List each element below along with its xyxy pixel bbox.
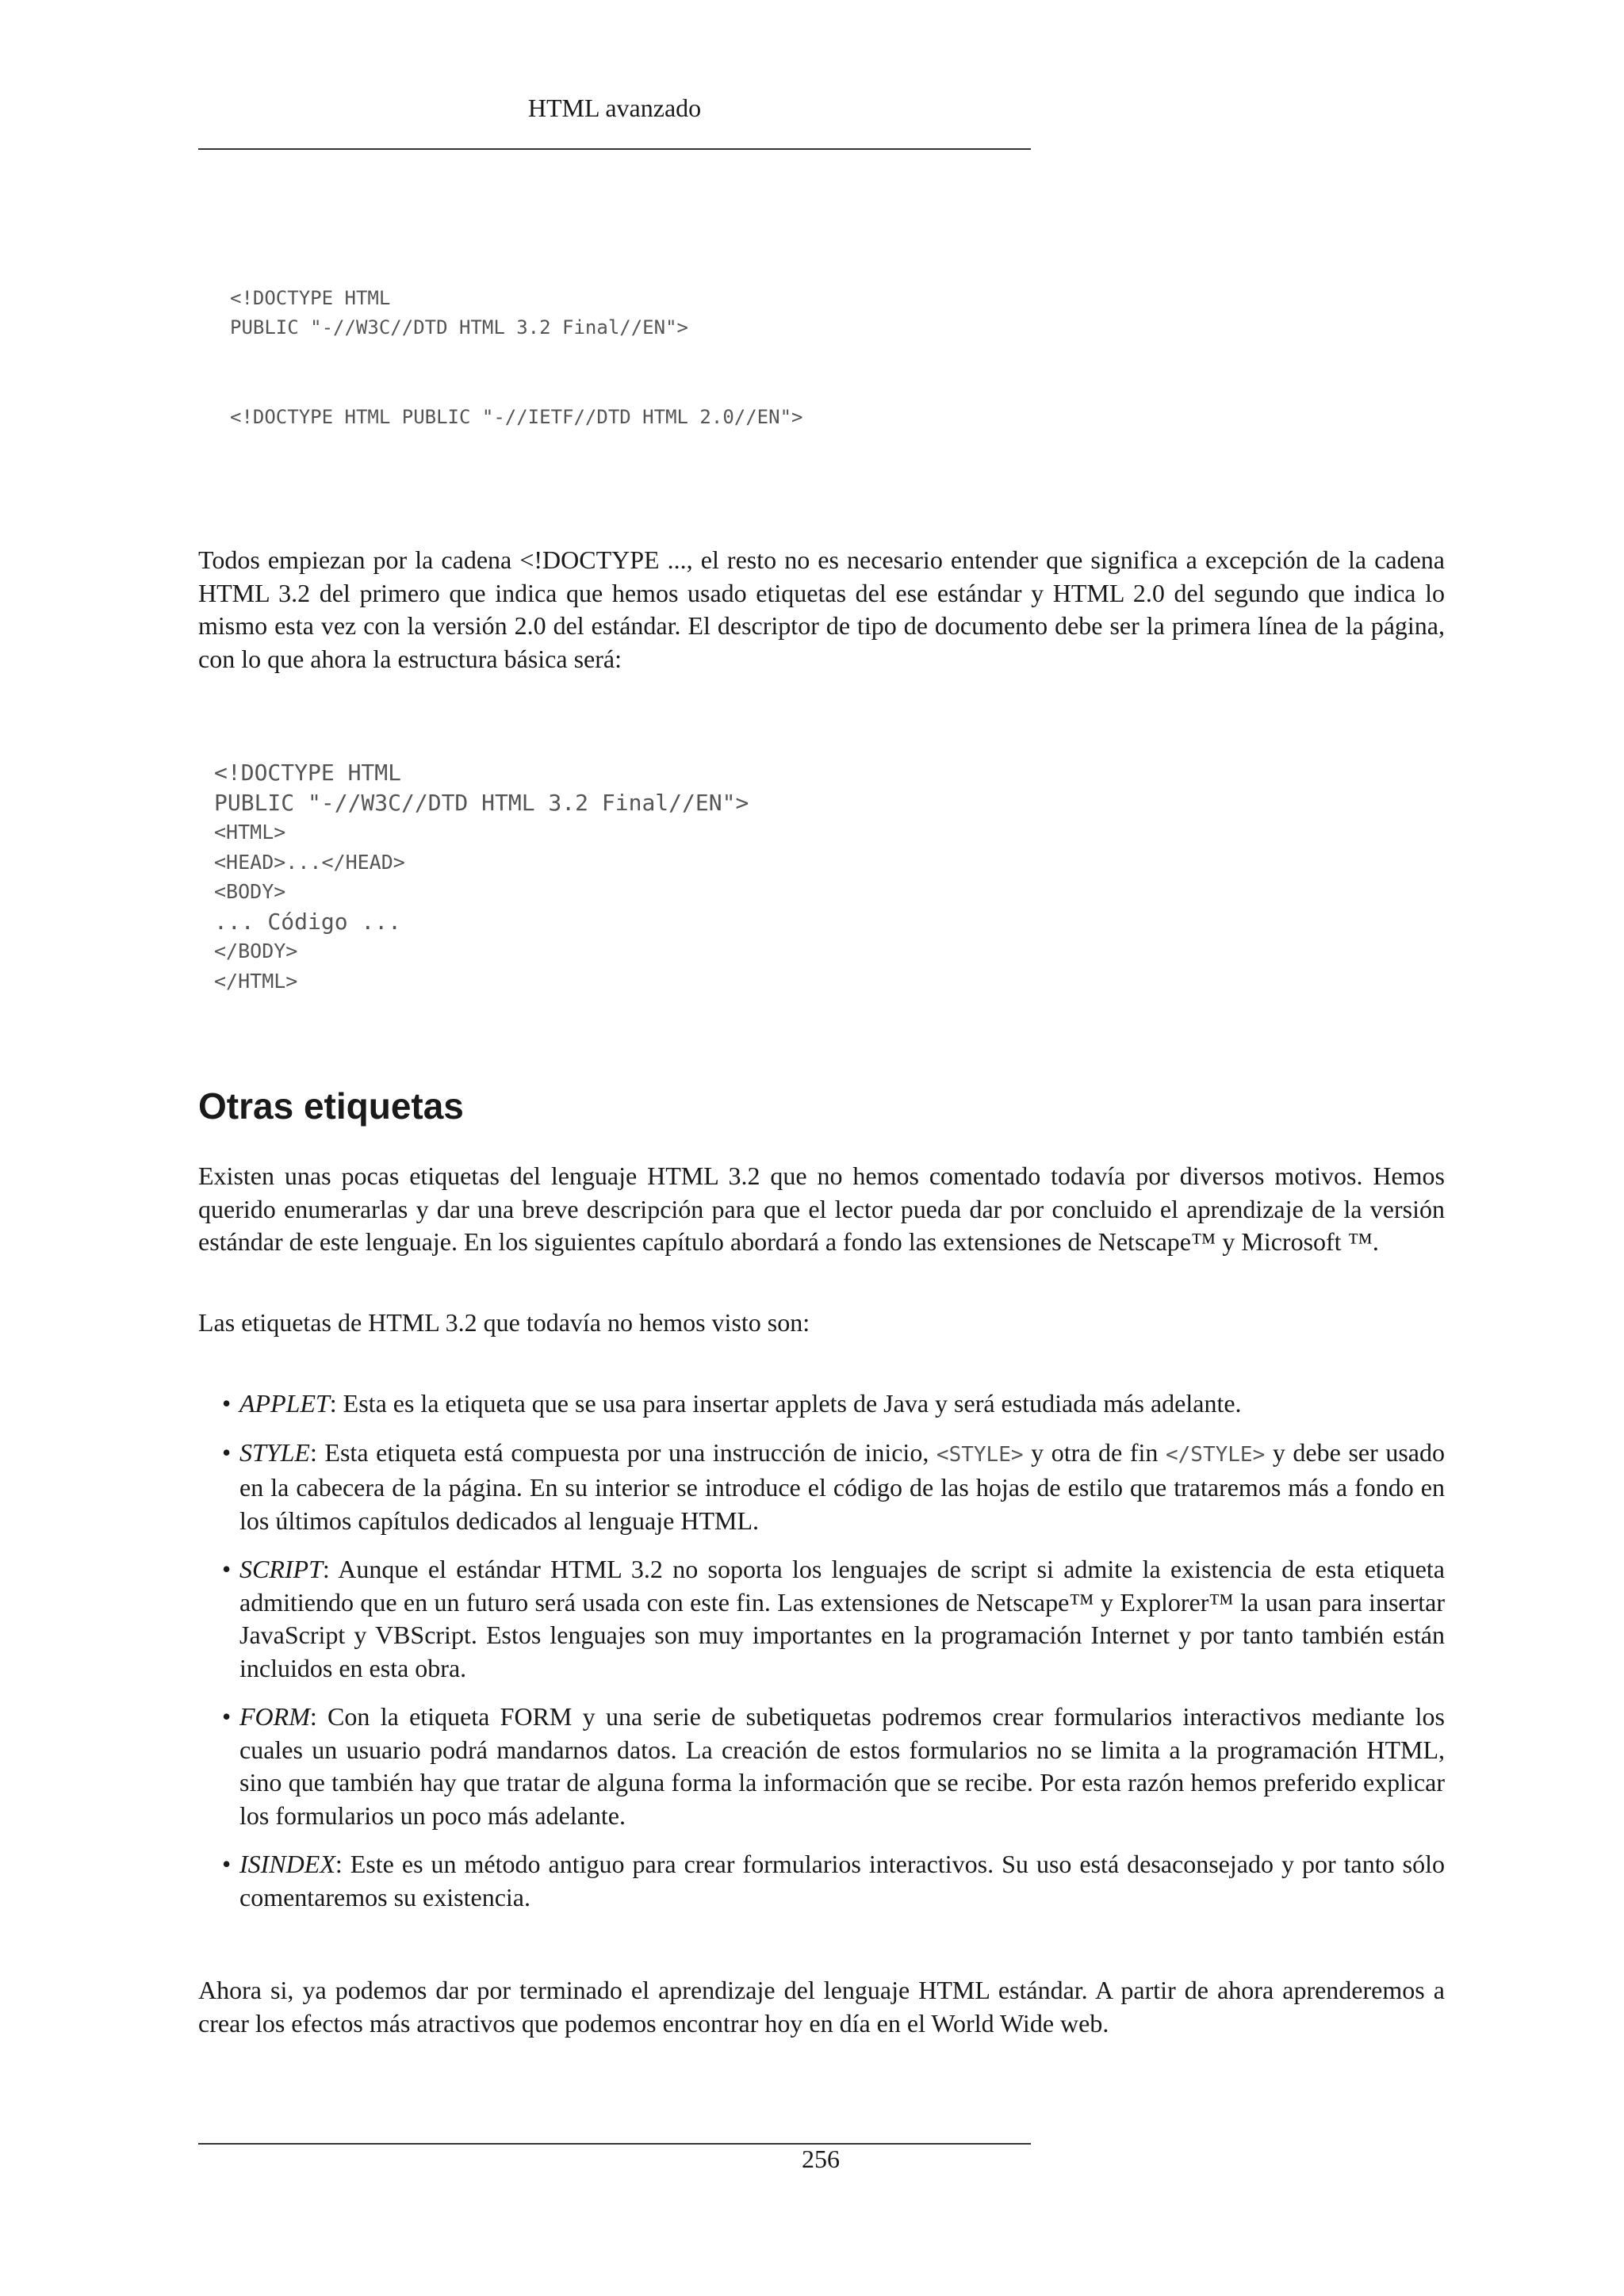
bullet-icon: • — [222, 1555, 232, 1583]
running-header: HTML avanzado — [527, 94, 702, 122]
code-block-structure — [214, 758, 749, 996]
term-name: STYLE — [239, 1437, 310, 1467]
term-name: ISINDEX — [239, 1850, 335, 1878]
bullet-icon: • — [222, 1850, 232, 1878]
code-line: PUBLIC "-//W3C//DTD HTML 3.2 Final//EN"> — [230, 316, 688, 339]
paragraph-closing: Ahora si, ya podemos dar por terminado el aprendizaje del lenguaje HTML estándar. A partir de ahora aprenderemos a crear los efectos más atractivos que podemos encontrar hoy en día en el World Wide web. — [198, 1976, 1445, 2038]
inline-code: <STYLE> — [936, 1442, 1024, 1467]
code-line: <HTML> — [214, 821, 286, 844]
section-heading: Otras etiquetas — [198, 1085, 464, 1127]
code-line: <!DOCTYPE HTML — [230, 287, 391, 309]
term-description: : Aunque el estándar HTML 3.2 no soporta los lenguajes de script si admite la existencia de esta etiqueta admitiendo que en un futuro será usada con este fin. Las extensiones de Netscape™ y Explorer™ la usan para insertar JavaScript y VBScript. Estos lenguajes son muy importantes en la programación Internet y por tanto también están incluidos en esta obra. — [239, 1555, 1445, 1682]
code-line: </HTML> — [214, 969, 298, 993]
page-number: 256 — [802, 2145, 840, 2173]
term-name: SCRIPT — [239, 1555, 323, 1583]
bullet-icon: • — [222, 1437, 232, 1467]
term-description: y debe ser usado en la cabecera de la página. En su interior se introduce el código de las hojas de estilo que trataremos más a fondo en los últimos capítulos dedicados al lenguaje HTML. — [239, 1437, 1446, 1535]
list-item — [222, 1848, 1445, 1914]
list-item — [222, 1701, 1445, 1832]
code-line: </BODY> — [214, 939, 298, 962]
paragraph-doctype-intro: Todos empiezan por la cadena <!DOCTYPE ..., el resto no es necesario entender que significa a excepción de la cadena HTML 3.2 del primero que indica que hemos usado etiquetas del ese estándar y HTML 2.0 del segundo que indica lo mismo esta vez con la versión 2.0 del estándar. El descriptor de tipo de documento debe ser la primera línea de la página, con lo que ahora la estructura básica será: — [198, 545, 1445, 673]
code-line: <!DOCTYPE HTML — [214, 760, 402, 786]
term-description: : Esta es la etiqueta que se usa para insertar applets de Java y será estudiada más adelante. — [329, 1389, 1242, 1418]
code-line: <BODY> — [214, 880, 286, 903]
term-description: y otra de fin — [1023, 1437, 1166, 1467]
term-name: APPLET — [239, 1389, 330, 1418]
header-rule — [198, 148, 1031, 150]
paragraph-otras-intro: Existen unas pocas etiquetas del lenguaje HTML 3.2 que no hemos comentado todavía por diversos motivos. Hemos querido enumerarlas y dar una breve descripción para que el lector pueda dar por concluido el aprendizaje de la versión estándar de este lenguaje. En los siguientes capítulo abordará a fondo las extensiones de Netscape™ y Microsoft ™. — [198, 1161, 1445, 1256]
code-line: PUBLIC "-//W3C//DTD HTML 3.2 Final//EN"> — [214, 789, 749, 816]
term-description: : Este es un método antiguo para crear formularios interactivos. Su uso está desaconsejado y por tanto sólo comentaremos su existencia. — [239, 1850, 1445, 1911]
list-item — [222, 1437, 1445, 1538]
inline-code: </STYLE> — [1166, 1442, 1266, 1467]
code-line: ... Código ... — [214, 908, 402, 935]
term-name: FORM — [239, 1702, 310, 1731]
term-description: : Con la etiqueta FORM y una serie de subetiquetas podremos crear formularios interactivos mediante los cuales un usuario podrá mandarnos datos. La creación de estos formularios no se limita a la programación HTML, sino que también hay que tratar de alguna forma la información que se recibe. Por esta razón hemos preferido explicar los formularios un poco más adelante. — [239, 1702, 1445, 1830]
tag-list — [222, 1387, 1445, 1930]
bullet-icon: • — [222, 1702, 232, 1731]
list-item — [222, 1387, 1445, 1421]
list-item — [222, 1553, 1445, 1685]
bullet-icon: • — [222, 1389, 232, 1418]
code-line: <HEAD>...</HEAD> — [214, 850, 405, 874]
code-block-doctype-32 — [230, 284, 688, 342]
code-line: <!DOCTYPE HTML PUBLIC "-//IETF//DTD HTML 2.0//EN"> — [230, 406, 803, 428]
code-block-doctype-20 — [230, 403, 802, 432]
term-description: : Esta etiqueta está compuesta por una instrucción de inicio, — [309, 1437, 936, 1467]
paragraph-list-intro: Las etiquetas de HTML 3.2 que todavía no hemos visto son: — [198, 1308, 810, 1337]
